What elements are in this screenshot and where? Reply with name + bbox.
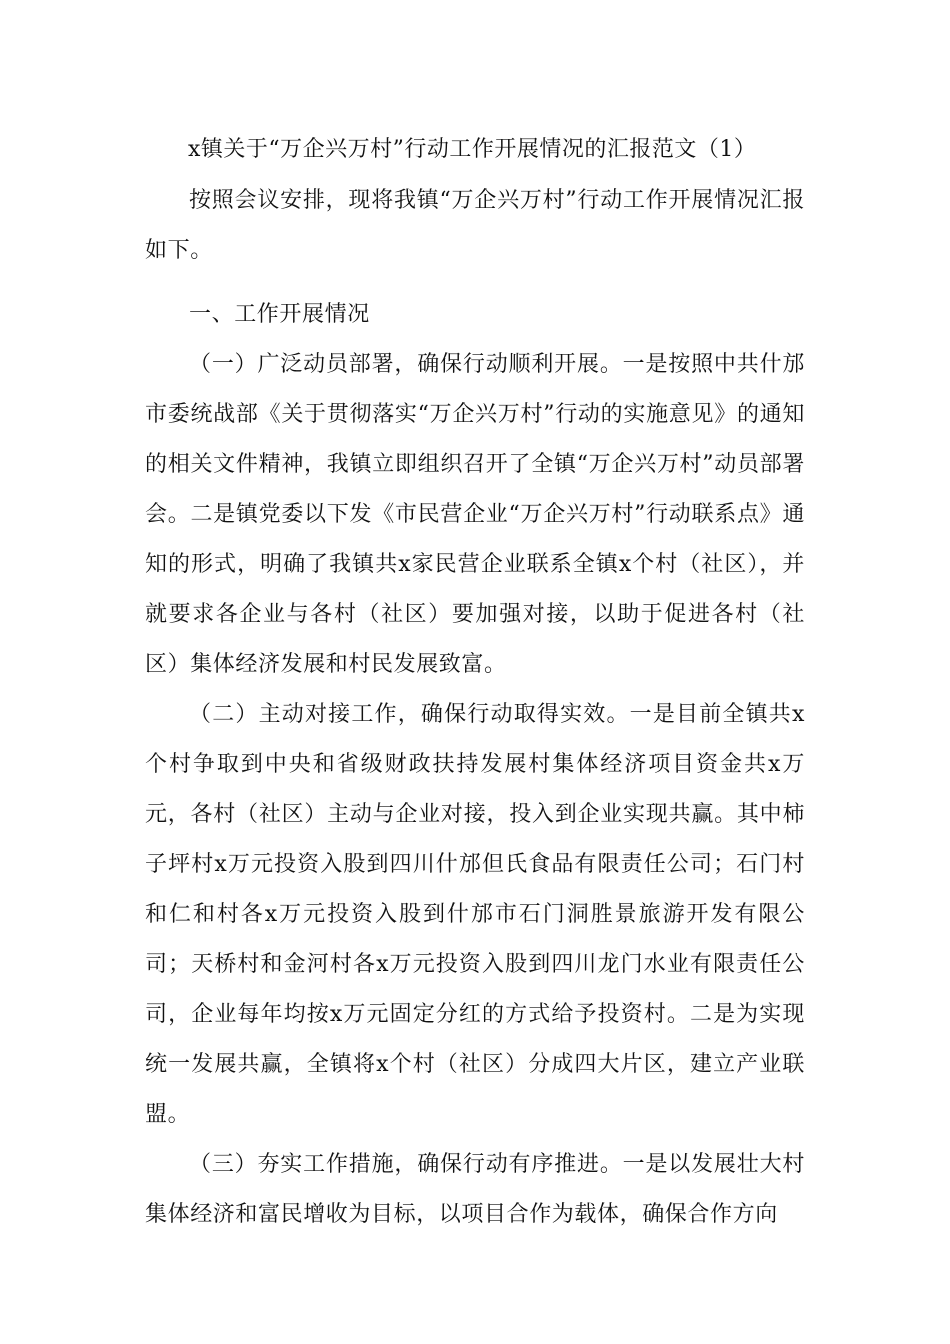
intro-paragraph: 按照会议安排，现将我镇“万企兴万村”行动工作开展情况汇报如下。 <box>145 188 805 263</box>
section-heading: 一、工作开展情况 <box>189 302 370 327</box>
paragraph-3: （三）夯实工作措施，确保行动有序推进。一是以发展壮大村集体经济和富民增收为目标，以项目合作为载体，确保合作方向 <box>145 1152 805 1227</box>
paragraph-1: （一）广泛动员部署，确保行动顺利开展。一是按照中共什邡市委统战部《关于贯彻落实“万企兴万村”行动的实施意见》的通知的相关文件精神，我镇立即组织召开了全镇“万企兴万村”动员部署会。二是镇党委以下发《市民营企业“万企兴万村”行动联系点》通知的形式，明确了我镇共x家民营企业联系全镇x个村（社区），并就要求各企业与各村（社区）要加强对接，以助于促进各村（社区）集体经济发展和村民发展致富。 <box>145 352 805 677</box>
paragraph-2: （二）主动对接工作，确保行动取得实效。一是目前全镇共x个村争取到中央和省级财政扶持发展村集体经济项目资金共x万元，各村（社区）主动与企业对接，投入到企业实现共赢。其中柿子坪村x万元投资入股到四川什邡但氏食品有限责任公司；石门村和仁和村各x万元投资入股到什邡市石门洞胜景旅游开发有限公司；天桥村和金河村各x万元投资入股到四川龙门水业有限责任公司，企业每年均按x万元固定分红的方式给予投资村。二是为实现统一发展共赢，全镇将x个村（社区）分成四大片区，建立产业联盟。 <box>145 702 805 1127</box>
document-title: x镇关于“万企兴万村”行动工作开展情况的汇报范文（1） <box>188 137 757 162</box>
document-body <box>145 176 805 1240</box>
